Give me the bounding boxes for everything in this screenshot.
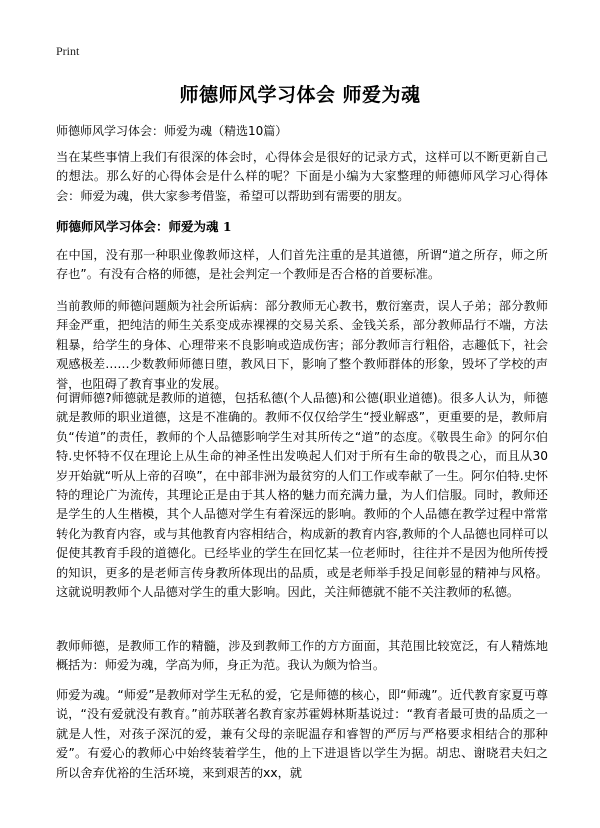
intro-paragraph: 当在某些事情上我们有很深的体会时，心得体会是很好的记录方式，这样可以不断更新自己的想法。那么好的心得体会是什么样的呢？下面是小编为大家整理的师德师风学习心得体会：师爱为魂，供大家参考借鉴，希望可以帮助到有需要的朋友。 [56,150,548,203]
document-subtitle: 师德师风学习体会：师爱为魂（精选10篇） [56,124,288,138]
document-title: 师德师风学习体会 师爱为魂 [179,84,421,106]
body-paragraph: 当前教师的师德问题颇为社会所诟病：部分教师无心教书，敷衍塞责，误人子弟；部分教师拜金严重，把纯洁的师生关系变成赤裸裸的交易关系、金钱关系，部分教师品行不端，方法粗暴，给学生的身体、心理带来不良影响或造成伤害；部分教师言行粗俗，志趣低下，社会观感极差……少数教师师德日堕，教风日下，影响了整个教师群体的形象，毁坏了学校的声誉，也阻碍了教育事业的发展。 [56,299,548,391]
print-label: Print [56,44,80,58]
body-paragraph: 教师师德，是教师工作的精髓，涉及到教师工作的方方面面，其范围比较宽泛，有人精炼地概括为：师爱为魂，学高为师，身正为范。我认为颇为恰当。 [56,639,548,673]
body-paragraph: 在中国，没有那一种职业像教师这样，人们首先注重的是其道德，所谓“道之所存，师之所存也”。有没有合格的师德，是社会判定一个教师是否合格的首要标准。 [56,248,548,282]
body-paragraph: 师爱为魂。“师爱”是教师对学生无私的爱，它是师德的核心，即“师魂”。近代教育家夏丏尊说，“没有爱就没有教育。”前苏联著名教育家苏霍姆林斯基说过：“教育者最可贵的品质之一就是人性，对孩子深沉的爱，兼有父母的亲昵温存和睿智的严厉与严格要求相结合的那种爱”。有爱心的教师心中始终装着学生，他的上下进退皆以学生为据。胡忠、谢晓君夫妇之所以舍弃优裕的生活环境，来到艰苦的xx，就 [56,688,548,780]
section-heading: 师德师风学习体会：师爱为魂 1 [56,219,232,234]
body-paragraph: 何谓师德?师德就是教师的道德，包括私德(个人品德)和公德(职业道德)。很多人认为，师德就是教师的职业道德，这是不准确的。教师不仅仅给学生“授业解惑”，更重要的是，教师肩负“传道”的责任，教师的个人品德影响学生对其所传之“道”的态度。《敬畏生命》的阿尔伯特.史怀特不仅在理论上从生命的神圣性出发唤起人们对于所有生命的敬畏之心，而且从30岁开始就“听从上帝的召唤”，在中部非洲为最贫穷的人们工作或奉献了一生。阿尔伯特.史怀特的理论广为流传，其理论正是由于其人格的魅力而充满力量，为人们信服。同时，教师还是学生的人生楷模，其个人品德对学生有着深远的影响。教师的个人品德在教学过程中常常转化为教育内容，或与其他教育内容相结合，构成新的教育内容,教师的个人品德也同样可以促使其教育手段的道德化。已经毕业的学生在回忆某一位老师时，往往并不是因为他所传授的知识，更多的是老师言传身教所体现出的品质，或是老师举手投足间彰显的精神与风格。这就说明教师个人品德对学生的重大影响。因此，关注师德就不能不关注教师的私德。 [56,391,548,600]
